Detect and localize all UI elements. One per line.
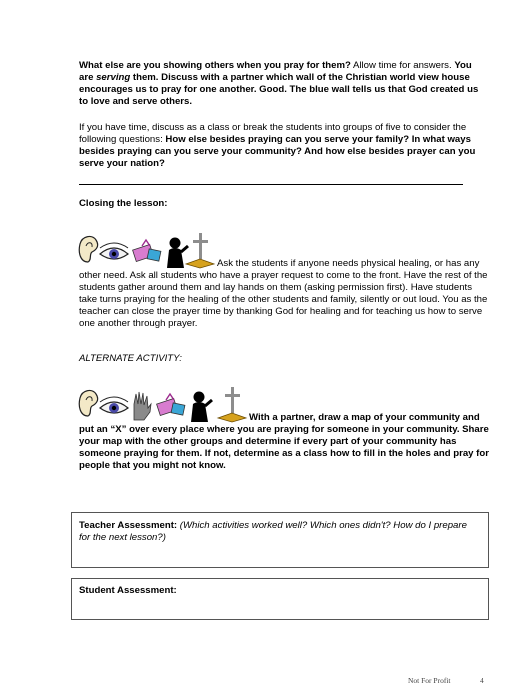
intro-serving-b: serving [96,72,131,83]
footer-note: Not For Profit [408,676,451,685]
discussion-paragraph [79,122,489,170]
alternate-text: With a partner, draw a map of your community and put an “X” over every place where you are praying for someone in your community. Share your map with the other groups and determine if every part of your community has someone praying for them. If not, determine as a class how to fill in the holes and pray for people that you might not know. [79,412,489,471]
section-divider [79,184,463,185]
alternate-heading: ALTERNATE ACTIVITY: [79,353,182,364]
teacher-assessment-text [79,520,479,544]
student-assessment-label: Student Assessment: [79,585,177,596]
discussion-questions: How else besides praying can you serve your family? In what ways besides praying can you serve your community? And how else besides prayer can you serve your nation? [79,134,476,169]
teacher-assessment-label: Teacher Assessment: [79,520,178,531]
closing-text: Ask the students if anyone needs physical healing, or has any other need. Ask all students who have a prayer request to come to the front. Have the rest of the students gather around them and lay hands on them (asking permission first). Have students take turns praying for the healing of the other students and family, silently or out loud. You as the teacher can close the prayer time by thanking God for healing and for teaching us how to serve one another through prayer. [79,258,488,329]
discussion-lead: If you have time, discuss as a class or break the students into groups of five to consider the following questions: [79,122,467,145]
eye-icon [100,397,128,413]
page-number: 4 [480,676,484,685]
intro-question: What else are you showing others when you pray for them? [79,60,351,71]
intro-serving-c: them. Discuss with a partner which wall of the Christian world view house encourages us to pray for one another. Good. The blue wall tells us that God created us to love and serve others. [79,72,479,107]
closing-heading: Closing the lesson: [79,198,168,209]
intro-question-tail: Allow time for answers. [350,60,452,71]
teacher-assessment-box[interactable] [71,512,489,568]
student-assessment-box[interactable] [71,578,489,620]
intro-paragraph [79,60,487,108]
eye-icon [100,243,128,259]
intro-serving-a: You are [79,60,472,83]
teacher-assessment-prompt: (Which activities worked well? Which ones didn't? How do I prepare for the next lesson?) [79,520,467,543]
